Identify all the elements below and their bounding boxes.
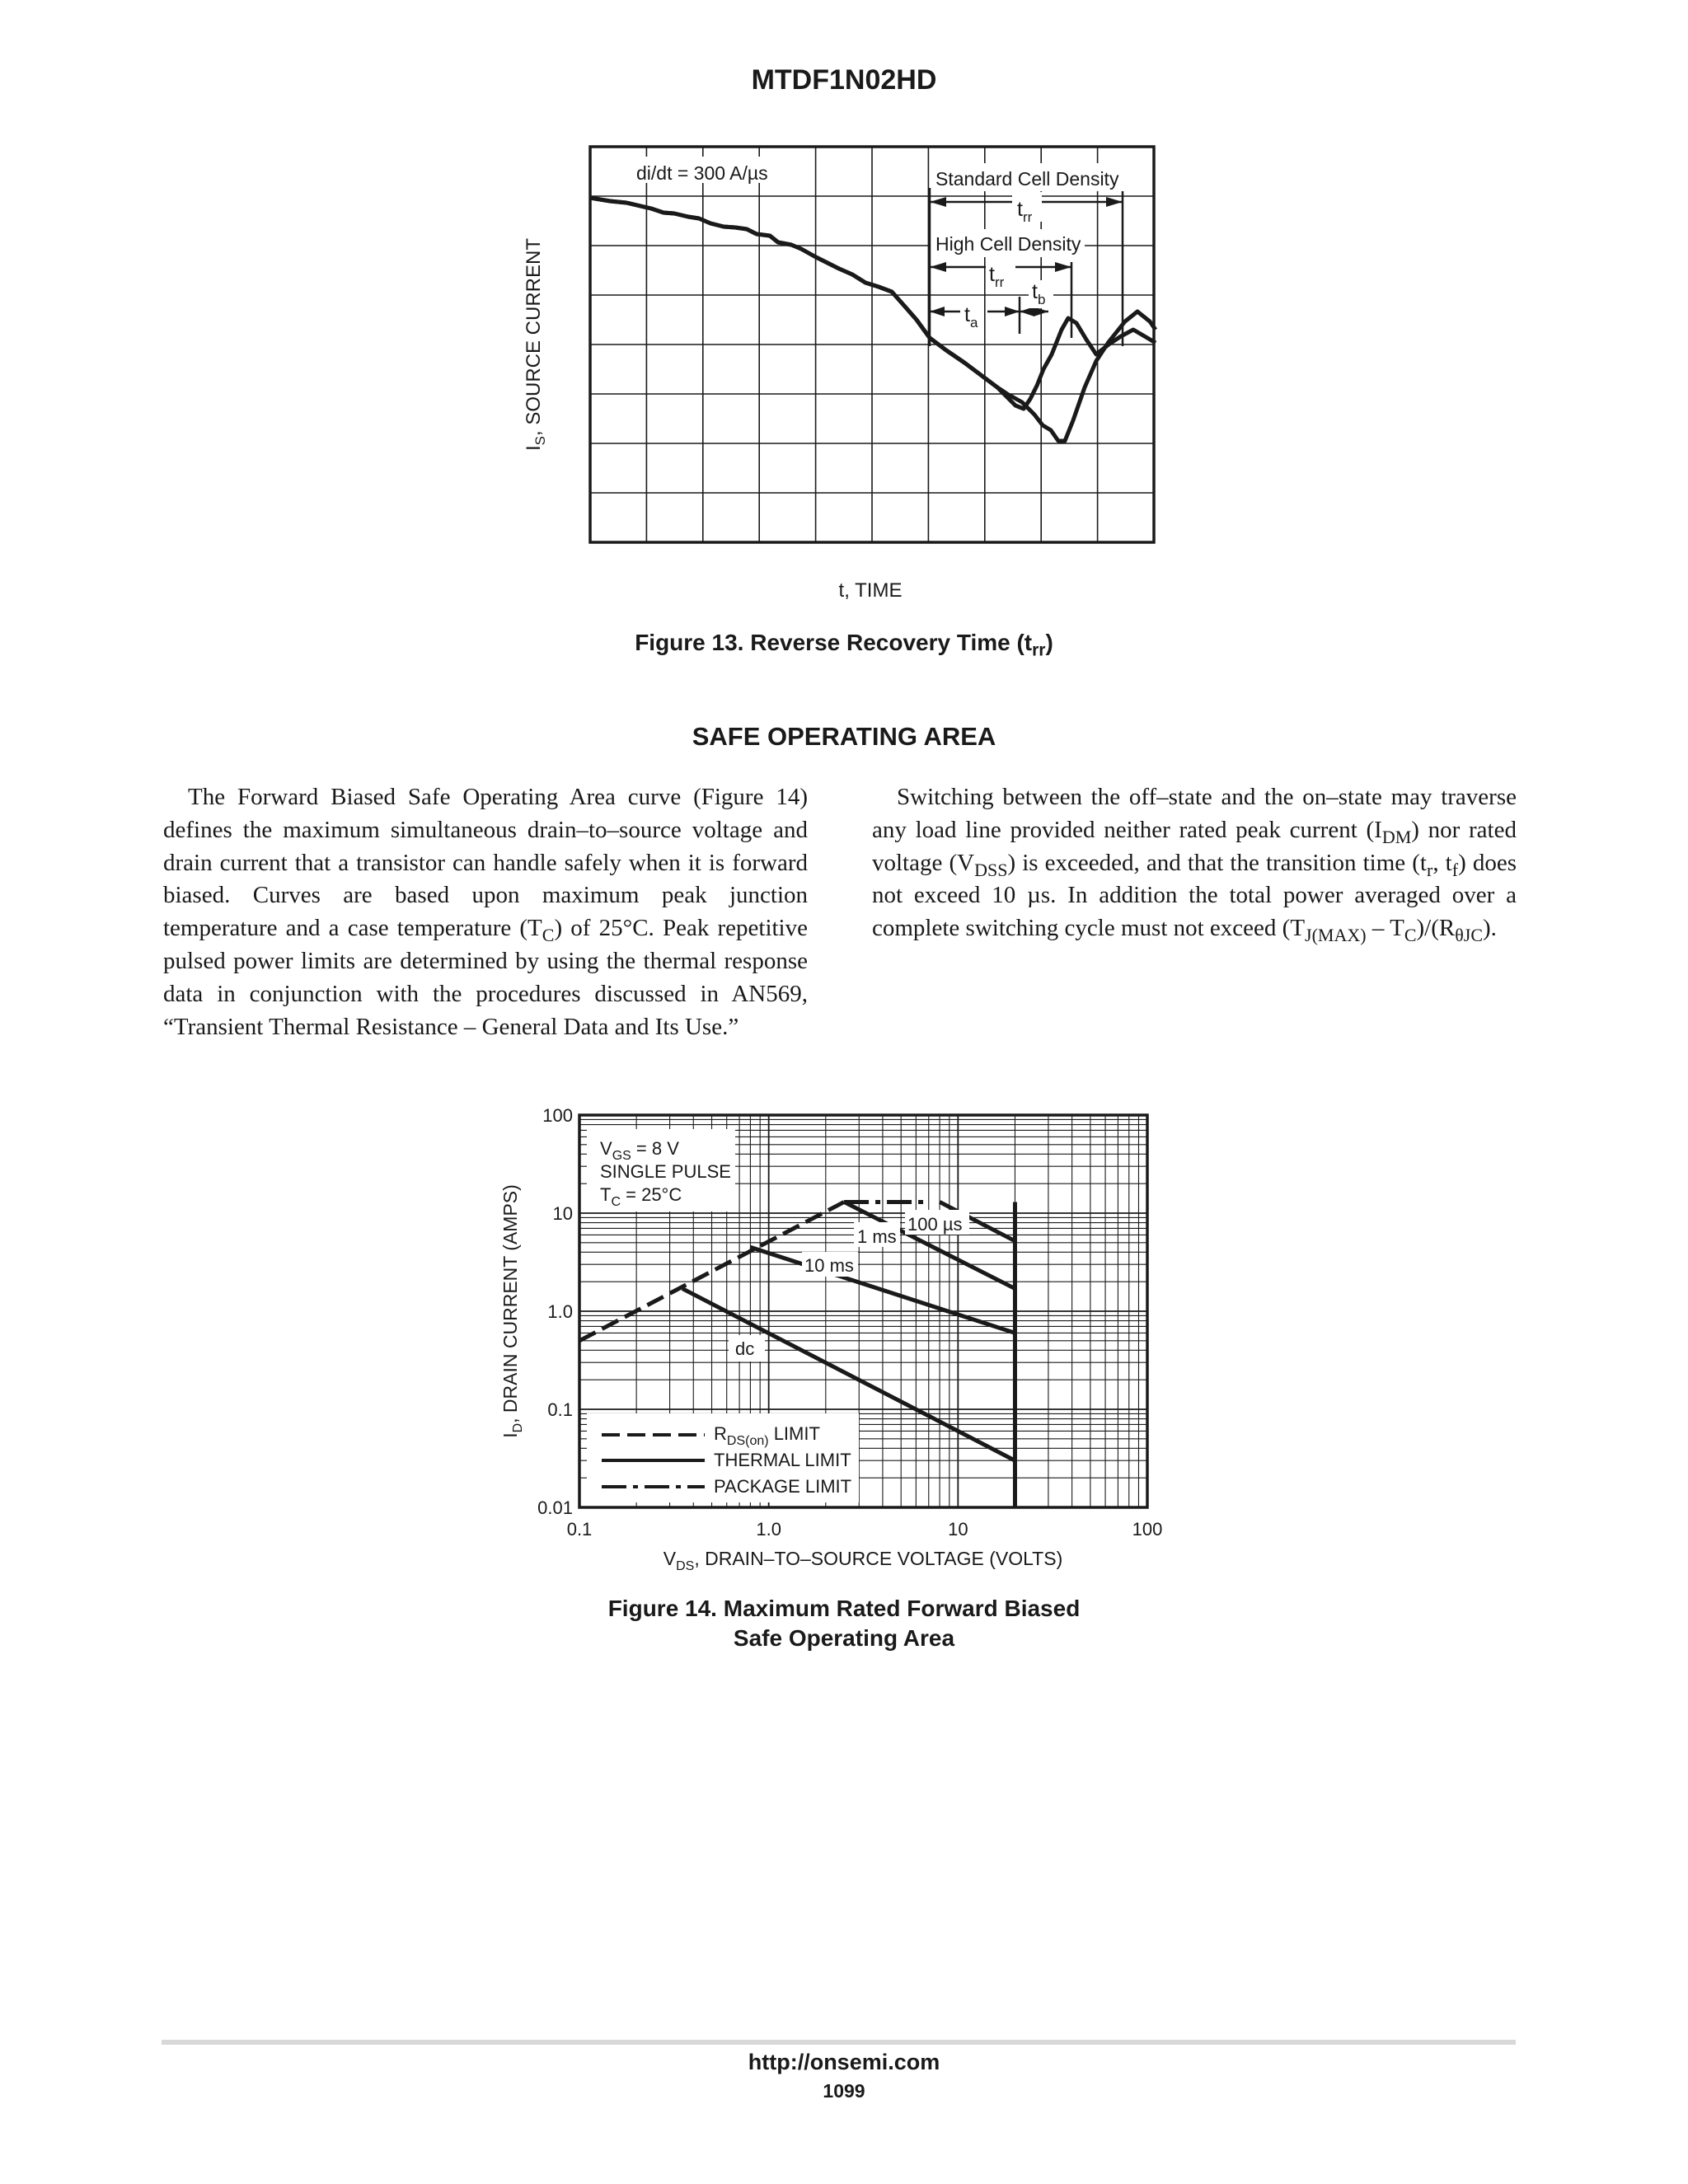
curve-label-1ms: 1 ms: [857, 1226, 897, 1247]
figure-14-chart: [486, 1104, 1187, 1591]
y-tick-label: 100: [542, 1105, 573, 1126]
curve-label-dc: dc: [735, 1338, 755, 1359]
x-tick-label: 1.0: [756, 1519, 781, 1540]
left-body-paragraph: The Forward Biased Safe Operating Area curve (Figure 14) defines the maximum simultaneous drain–to–source voltage and drain current that a transistor can handle safely when it is forward biased. Curves are based upon maximum peak junction temperature and a case temperature $(T_C)$ of 25°C. Peak repetitive pulsed power limits are determined by using the thermal response data in conjunction with the procedures discussed in AN569, “Transient Thermal Resistance – General Data and Its Use.”: [163, 784, 808, 1040]
figure-13-y-axis-label: $I_S$, SOURCE CURRENT: [523, 237, 548, 452]
right-body-paragraph: Switching between the off–state and the on–state may traverse any load line provided neither rated peak current $(I_{DM})$ nor rated voltage $(V_{DSS})$ is exceeded, and that the transition time ($t_r$, $t_f$) does not exceed 10 µs. In addition the total power averaged over a complete switching cycle must not exceed $(T_{J(MAX)} - T_C)/(R_{\theta JC})$.: [872, 784, 1517, 946]
figure-13-caption: Figure 13. Reverse Recovery Time $(t_{rr})$: [635, 630, 1053, 660]
curve-label-10ms: 10 ms: [804, 1255, 854, 1276]
document-title: MTDF1N02HD: [751, 64, 937, 96]
page-number: 1099: [823, 2080, 865, 2102]
figure-14-x-axis-label: $V_{DS}$, DRAIN–TO–SOURCE VOLTAGE (VOLTS): [663, 1548, 1063, 1573]
figure-13-grid: [590, 147, 1154, 542]
figure-13-chart: [511, 140, 1170, 618]
y-tick-label: 10: [552, 1203, 573, 1224]
single-pulse-condition: SINGLE PULSE: [600, 1161, 731, 1182]
footer-divider: [162, 2040, 1516, 2045]
legend-package-label: PACKAGE LIMIT: [714, 1476, 852, 1497]
curve-label-100us: 100 µs: [907, 1214, 963, 1235]
high-cell-density-label: High Cell Density: [935, 233, 1081, 255]
figure-14-y-axis-label: $I_D$, DRAIN CURRENT (AMPS): [499, 1184, 525, 1438]
didt-label: di/dt = 300 A/µs: [636, 162, 768, 184]
vgs-condition: $V_{GS} = 8$ V: [600, 1138, 679, 1163]
standard-trr-label: $t_{rr}$: [1017, 198, 1033, 225]
x-tick-label: 10: [948, 1519, 968, 1540]
figure-14-caption: Figure 14. Maximum Rated Forward Biased Safe Operating Area: [607, 1596, 1081, 1651]
x-tick-label: 0.1: [566, 1519, 593, 1540]
figure-13-x-axis-label: t, TIME: [838, 579, 903, 602]
y-tick-label: 0.1: [547, 1399, 573, 1420]
legend-thermal-label: THERMAL LIMIT: [714, 1450, 851, 1470]
standard-cell-density-label: Standard Cell Density: [935, 168, 1119, 190]
tc-condition: $T_C = 25^\circ C$: [600, 1184, 682, 1209]
high-trr-label: $t_{rr}$: [989, 263, 1005, 290]
y-tick-label: 0.01: [537, 1497, 573, 1518]
legend-rds-label: $R_{DS(on)}$ LIMIT: [714, 1423, 820, 1448]
x-tick-label: 100: [1132, 1519, 1163, 1540]
footer-link[interactable]: http://onsemi.com: [748, 2050, 940, 2074]
tb-label: $t_b$: [1032, 280, 1046, 307]
y-tick-label: 1.0: [547, 1301, 573, 1322]
ta-label: $t_a$: [964, 303, 978, 330]
section-heading: SAFE OPERATING AREA: [692, 722, 996, 751]
